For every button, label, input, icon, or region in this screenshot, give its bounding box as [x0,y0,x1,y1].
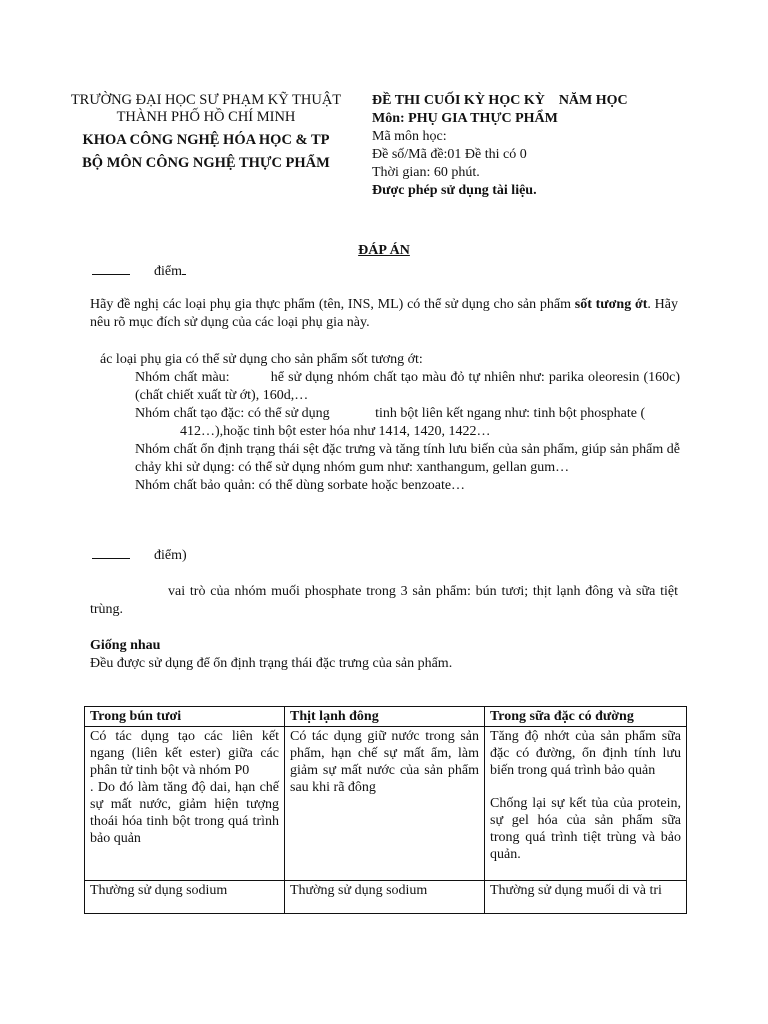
course-code: Mã môn học: [372,129,447,144]
cell-frozen-meat [285,727,485,881]
answer-1-item-preservative: Nhóm chất bảo quản: có thể dùng sorbate hoặc benzoate… [135,478,466,493]
exam-number: Đề số/Mã đề:01 Đề thi có 0 [372,147,527,162]
score-label: điểm) [154,548,187,563]
cell-condensed-milk-salt: Thường sử dụng muối di và tri [485,881,687,914]
faculty-name: KHOA CÔNG NGHỆ HÓA HỌC & TP [82,132,330,148]
cell-fresh-noodles [85,727,285,881]
question-2-text: vai trò của nhóm muối phosphate trong 3 sản phẩm: bún tươi; thịt lạnh đông và sữa tiệt trùng. [90,584,678,617]
answer-1-item-thickener: Nhóm chất tạo đặc: có thể sử dụng tinh bột liên kết ngang như: tinh bột phosphate ( [135,406,646,421]
question-1 [90,296,678,332]
cell-text: Tăng độ nhớt của sản phẩm sữa đặc có đường, ổn định tính lưu biến trong quá trình bảo quản [490,729,681,778]
score-label: điểm [154,264,182,279]
cell-text: . Do đó làm tăng độ dai, hạn chế sự mất nước, giảm hiện tượng thoái hóa tinh bột trong quá trình bảo quản [90,780,279,846]
score-blank [92,262,130,275]
cell-frozen-meat-salt: Thường sử dụng sodium [285,881,485,914]
question-1-text-end: . Hãy nêu rõ mục đích sử dụng của các loại phụ gia này. [90,297,678,330]
header-left [60,92,352,172]
header-condensed-milk: Trong sữa đặc có đường [485,707,687,727]
table-row [85,881,687,914]
exam-time: Thời gian: 60 phút. [372,165,480,180]
cell-text: Có tác dụng giữ nước trong sản phẩm, hạn chế sự mất ẩm, làm giảm sự mất nước của sản phẩm sau khi rã đông [290,729,479,795]
city-name: THÀNH PHỐ HỒ CHÍ MINH [116,109,296,125]
exam-title: ĐỀ THI CUỐI KỲ HỌC KỲ NĂM HỌC [372,93,628,108]
answer-1 [100,351,684,495]
score-line-1 [92,262,186,280]
similarities-heading: Giống nhau [90,638,161,653]
comparison-table [84,706,687,914]
cell-condensed-milk [485,727,687,881]
cell-fresh-noodles-salt: Thường sử dụng sodium [85,881,285,914]
score-blank [92,546,130,559]
table-header-row [85,707,687,727]
cell-text: Có tác dụng tạo các liên kết ngang (liên kết ester) giữa các phân tử tinh bột và nhóm P0 [90,729,279,778]
similarities-text: Đều được sử dụng để ổn định trạng thái đặc trưng của sản phẩm. [90,656,453,671]
question-2 [90,583,678,619]
question-1-text: Hãy đề nghị các loại phụ gia thực phẩm (tên, INS, ML) có thể sử dụng cho sản phẩm [90,297,575,312]
answer-1-item-color: Nhóm chất màu: hể sử dụng nhóm chất tạo màu đỏ tự nhiên như: parika oleoresin (160c) (chất chiết xuất từ ớt), 160d,… [135,370,684,403]
subject-name: Môn: PHỤ GIA THỰC PHẨM [372,111,558,126]
header-fresh-noodles: Trong bún tươi [85,707,285,727]
header-frozen-meat: Thịt lạnh đông [285,707,485,727]
score-line-2 [92,546,187,564]
underline-mark [182,262,186,275]
department-name: BỘ MÔN CÔNG NGHỆ THỰC PHẨM [82,155,330,171]
answer-1-item-thickener-cont: 412…),hoặc tinh bột ester hóa như 1414, 1420, 1422… [180,424,491,439]
answer-key-title: ĐÁP ÁN [358,243,410,258]
answer-1-item-stabilizer: Nhóm chất ổn định trạng thái sệt đặc trưng và tăng tính lưu biến của sản phẩm, giúp sản phẩm dễ chảy khi sử dụng: có thể sử dụng nhóm gum như: xanthangum, gellan gum… [135,442,680,475]
cell-text: Chống lại sự kết tủa của protein, sự gel hóa của sản phẩm sữa trong quá trình tiệt trùng và bảo quản. [490,796,681,862]
answer-1-intro: ác loại phụ gia có thể sử dụng cho sản phẩm sốt tương ớt: [100,352,423,367]
similarities [90,637,452,673]
table-row [85,727,687,881]
question-1-product: sốt tương ớt [574,297,648,312]
materials-allowed: Được phép sử dụng tài liệu. [372,183,537,198]
university-name: TRƯỜNG ĐẠI HỌC SƯ PHẠM KỸ THUẬT [70,92,342,108]
header-right [372,92,692,200]
